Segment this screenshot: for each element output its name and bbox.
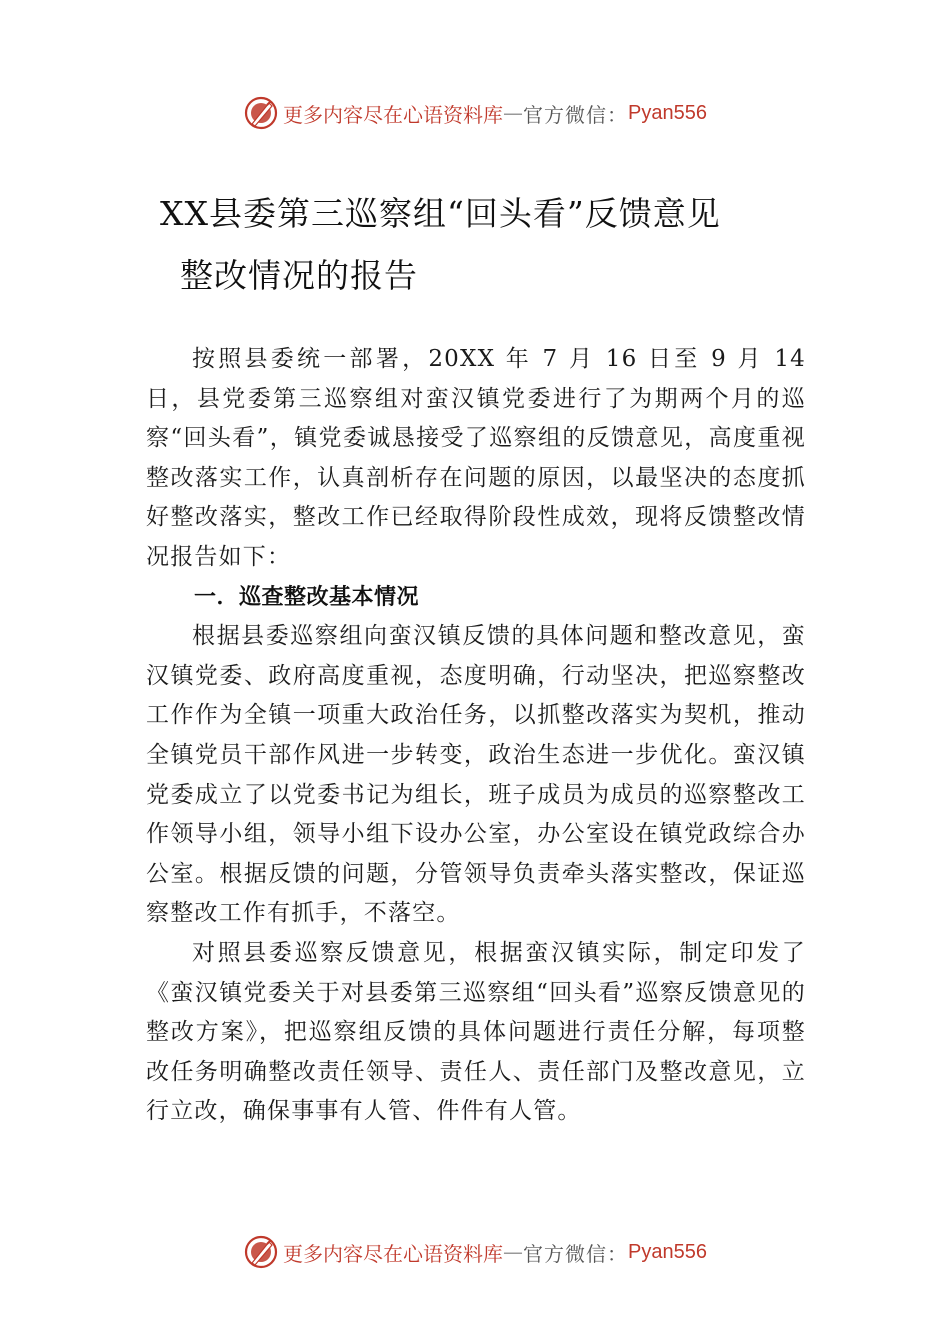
watermark-account: Pyan556	[628, 1240, 707, 1263]
section-heading: 一．巡查整改基本情况	[194, 584, 420, 610]
watermark-brand: 更多内容尽在心语资料库	[283, 1241, 504, 1266]
paragraph-rectification-plan: 对照县委巡察反馈意见，根据蛮汉镇实际，制定印发了《蛮汉镇党委关于对县委第三巡察组“回头看”巡察反馈意见的整改方案》，把巡察组反馈的具体问题进行责任分解，每项整改任务明确整改责任领导、责任人、责任部门及整改意见，立行立改，确保事事有人管、件件有人管。	[146, 939, 806, 1125]
watermark-account-label: 官方微信：	[523, 1241, 629, 1266]
watermark-footer	[0, 1232, 950, 1272]
paragraph-basic-situation: 根据县委巡察组向蛮汉镇反馈的具体问题和整改意见，蛮汉镇党委、政府高度重视，态度明确，行动坚决，把巡察整改工作作为全镇一项重大政治任务，以抓整改落实为契机，推动全镇党员干部作风进一步转变，政治生态进一步优化。蛮汉镇党委成立了以党委书记为组长，班子成员为成员的巡察整改工作领导小组，领导小组下设办公室，办公室设在镇党政综合办公室。根据反馈的问题，分管领导负责牵头落实整改，保证巡察整改工作有抓手，不落空。	[146, 623, 806, 927]
watermark-header	[0, 93, 950, 133]
document-title	[160, 183, 860, 307]
paragraph-intro: 按照县委统一部署，20XX 年 7 月 16 日至 9 月 14 日，县党委第三巡察组对蛮汉镇党委进行了为期两个月的巡察“回头看”，镇党委诚恳接受了巡察组的反馈意见，高度重视整改落实工作，认真剖析存在问题的原因，以最坚决的态度抓好整改落实，整改工作已经取得阶段性成效，现将反馈整改情况报告如下：	[146, 346, 806, 570]
title-line-2: 整改情况的报告	[180, 256, 418, 295]
watermark-dash: —	[503, 1240, 524, 1264]
pen-seal-icon	[243, 1234, 279, 1270]
title-line-1: XX县委第三巡察组“回头看”反馈意见	[160, 194, 721, 233]
watermark-brand: 更多内容尽在心语资料库	[283, 102, 504, 127]
watermark-account: Pyan556	[628, 101, 707, 124]
pen-seal-icon	[243, 95, 279, 131]
watermark-dash: —	[503, 101, 524, 125]
document-body	[146, 340, 806, 1132]
watermark-account-label: 官方微信：	[523, 102, 629, 127]
